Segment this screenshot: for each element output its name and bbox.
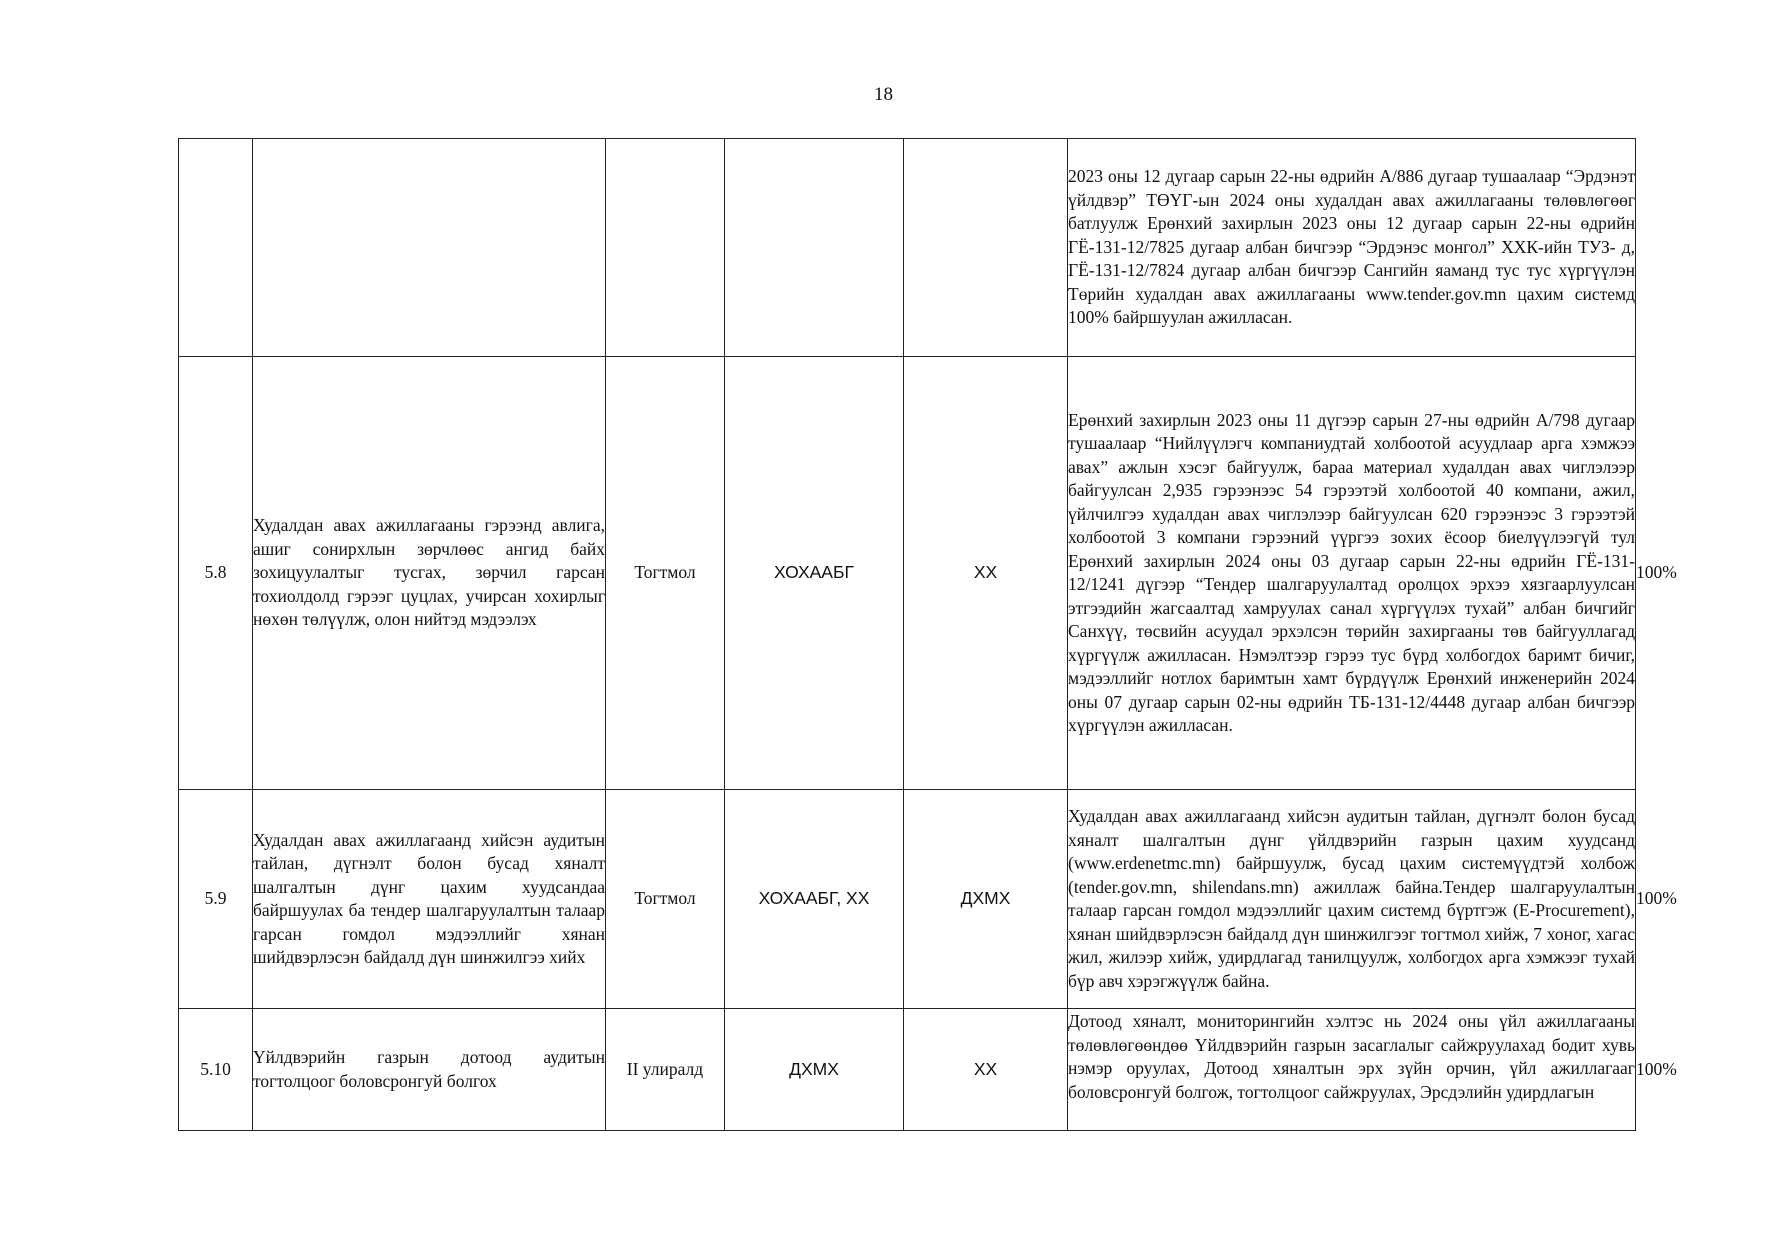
result-clip — [1068, 1010, 1635, 1129]
table-row: 5.8 Худалдан авах ажиллагааны гэрээнд авлига, ашиг сонирхлын зөрчлөөс ангид байх зохицуулалтыг тусгах, зөрчил гарсан тохиолдолд гэрээг цуцлах, учирсан хохирлыг нөхөн төлүүлж, олон нийтэд мэдээлэх Тогтмол ХОХААБГ ХХ Ерөнхий захирлын 2023 оны 11 дүгээр сарын 27-ны өдрийн А/798 дугаар тушаалаар “Нийлүүлэгч компаниудтай холбоотой асуудлаар арга хэмжээ авах” ажлын хэсэг байгуулж, бараа материал худалдан авах чиглэлээр байгуулсан 2,935 гэрээнээс 54 гэрээтэй холбоотой 40 компани, ажил, үйлчилгээ худалдан авах чиглэлээр байгуулсан 620 гэрээнээс 3 гэрээтэй холбоотой 3 компани гэрээний үүргээ зохих ёсоор биелүүлээгүй тул Ерөнхий захирлын 2024 оны 03 дугаар сарын 22-ны өдрийн ГЁ-131-12/1241 дүгээр “Тендер шалгаруулалтад оролцох эрхээ хязгаарлуулсан этгээдийн жагсаалтад хамруулах санал хүргүүлэх тухай” албан бичгийг Санхүү, төсвийн асуудал эрхэлсэн төрийн захиргааны төв байгууллагад хүргүүлж ажилласан. Нэмэлтээр гэрээ тус бүрд холбогдох баримт бичиг, мэдээллийг нотлох баримтын хамт бүрдүүлж Ерөнхий инженерийн 2024 оны 07 дугаар сарын 02-ны өдрийн ТБ-131-12/4448 дугаар албан бичгээр хүргүүлэн ажилласан. 100% — [179, 357, 1636, 790]
result-text: Худалдан авах ажиллагаанд хийсэн аудитын тайлан, дүгнэлт болон бусад хяналт шалгалтын дүнг үйлдвэрийн газрын цахим хуудсанд (www.erdenetmc.mn) байршуулж, бусад цахим системүүдтэй холбож (tender.gov.mn, shilendans.mn) ажиллаж байна.Тендер шалгаруулалтын талаар гарсан гомдол мэдээллийг цахим системд бүртгэж (E-Procurement), хянан шийдвэрлэсэн байдалд дүн шинжилгээг тогтмол хийж, 7 хоног, хагас жил, жилээр хийж, удирдлагад танилцуулж, холбогдох арга хэмжээг тухай бүр авч хэрэгжүүлж байна. — [1068, 806, 1635, 991]
result-cell — [1068, 1009, 1636, 1131]
result-cell — [1068, 139, 1636, 357]
activity-text: Үйлдвэрийн газрын дотоод аудитын тогтолцоог боловсронгуй болгох — [253, 1047, 605, 1091]
responsible-cell: ХОХААБГ — [725, 357, 904, 790]
row-number-cell — [179, 139, 253, 357]
table-row — [179, 139, 1636, 357]
result-text: Ерөнхий захирлын 2023 оны 11 дүгээр сарын 27-ны өдрийн А/798 дугаар тушаалаар “Нийлүүлэгч компаниудтай холбоотой асуудлаар арга хэмжээ авах” ажлын хэсэг байгуулж, бараа материал худалдан авах чиглэлээр байгуулсан 2,935 гэрээнээс 54 гэрээтэй холбоотой 40 компани, ажил, үйлчилгээ худалдан авах чиглэлээр байгуулсан 620 гэрээнээс 3 гэрээтэй холбоотой 3 компани гэрээний үүргээ зохих ёсоор биелүүлээгүй тул Ерөнхий захирлын 2024 оны 03 дугаар сарын 22-ны өдрийн ГЁ-131-12/1241 дүгээр “Тендер шалгаруулалтад оролцох эрхээ хязгаарлуулсан этгээдийн жагсаалтад хамруулах санал хүргүүлэх тухай” албан бичгийг Санхүү, төсвийн асуудал эрхэлсэн төрийн захиргааны төв байгууллагад хүргүүлж ажилласан. Нэмэлтээр гэрээ тус бүрд холбогдох баримт бичиг, мэдээллийг нотлох баримтын хамт бүрдүүлж Ерөнхий инженерийн 2024 оны 07 дугаар сарын 02-ны өдрийн ТБ-131-12/4448 дугаар албан бичгээр хүргүүлэн ажилласан. — [1068, 409, 1635, 735]
timeframe-cell: Тогтмол — [606, 357, 725, 790]
row-number-cell: 5.9 — [179, 790, 253, 1009]
responsible-cell: ДХМХ — [725, 1009, 904, 1131]
activity-cell — [253, 1009, 606, 1131]
table-row: 5.10 Үйлдвэрийн газрын дотоод аудитын тогтолцоог боловсронгуй болгох II улиралд ДХМХ ХХ Дотоод хяналт, мониторингийн хэлтэс нь 2024 оны үйл ажиллагааны төлөвлөгөөндөө Үйлдвэрийн газрын засаглалыг сайжруулахад бодит хувь нэмэр оруулах, Дотоод хяналтын эрх зүйн орчин, үйл ажиллагааг боловсронгуй болгож, тогтолцоог сайжруулах, Эрсдэлийн удирдлагын 100% — [179, 1009, 1636, 1131]
table-row: 5.9 Худалдан авах ажиллагаанд хийсэн аудитын тайлан, дүгнэлт болон бусад хяналт шалгалтын дүнг цахим хуудсандаа байршуулах ба тендер шалгаруулалтын талаар гарсан гомдол мэдээллийг хянан шийдвэрлэсэн байдалд дүн шинжилгээ хийх Тогтмол ХОХААБГ, ХХ ДХМХ Худалдан авах ажиллагаанд хийсэн аудитын тайлан, дүгнэлт болон бусад хяналт шалгалтын дүнг үйлдвэрийн газрын цахим хуудсанд (www.erdenetmc.mn) байршуулж, бусад цахим системүүдтэй холбож (tender.gov.mn, shilendans.mn) ажиллаж байна.Тендер шалгаруулалтын талаар гарсан гомдол мэдээллийг цахим системд бүртгэж (E-Procurement), хянан шийдвэрлэсэн байдалд дүн шинжилгээг тогтмол хийж, 7 хоног, хагас жил, жилээр хийж, удирдлагад танилцуулж, холбогдох арга хэмжээг тухай бүр авч хэрэгжүүлж байна. 100% — [179, 790, 1636, 1009]
row-number-cell: 5.10 — [179, 1009, 253, 1131]
activity-cell — [253, 790, 606, 1009]
responsible-cell: ХОХААБГ, ХХ — [725, 790, 904, 1009]
result-text: Дотоод хяналт, мониторингийн хэлтэс нь 2024 оны үйл ажиллагааны төлөвлөгөөндөө Үйлдвэрийн газрын засаглалыг сайжруулахад бодит хувь нэмэр оруулах, Дотоод хяналтын эрх зүйн орчин, үйл ажиллагааг боловсронгуй болгож, тогтолцоог сайжруулах, Эрсдэлийн удирдлагын — [1068, 1011, 1635, 1102]
action-plan-table — [178, 138, 1677, 1131]
row-number-cell: 5.8 — [179, 357, 253, 790]
page-number: 18 — [874, 84, 893, 105]
participants-cell: ХХ — [904, 1009, 1068, 1131]
activity-cell — [253, 357, 606, 790]
activity-text: Худалдан авах ажиллагаанд хийсэн аудитын тайлан, дүгнэлт болон бусад хяналт шалгалтын дүнг цахим хуудсандаа байршуулах ба тендер шалгаруулалтын талаар гарсан гомдол мэдээллийг хянан шийдвэрлэсэн байдалд дүн шинжилгээ хийх — [253, 829, 605, 967]
activity-cell — [253, 139, 606, 357]
participants-cell — [904, 139, 1068, 357]
responsible-cell — [725, 139, 904, 357]
activity-text: Худалдан авах ажиллагааны гэрээнд авлига, ашиг сонирхлын зөрчлөөс ангид байх зохицуулалтыг тусгах, зөрчил гарсан тохиолдолд гэрээг цуцлах, учирсан хохирлыг нөхөн төлүүлж, олон нийтэд мэдээлэх — [253, 515, 605, 630]
result-cell — [1068, 790, 1636, 1009]
timeframe-cell: Тогтмол — [606, 790, 725, 1009]
timeframe-cell: II улиралд — [606, 1009, 725, 1131]
timeframe-cell — [606, 139, 725, 357]
result-cell — [1068, 357, 1636, 790]
result-text: 2023 оны 12 дугаар сарын 22-ны өдрийн А/886 дугаар тушаалаар “Эрдэнэт үйлдвэр” ТӨҮГ-ын 2024 оны худалдан авах ажиллагааны төлөвлөгөөг батлуулж Ерөнхий захирлын 2023 оны 12 дугаар сарын 22-ны өдрийн ГЁ-131-12/7825 дугаар албан бичгээр “Эрдэнэс монгол” ХХК-ийн ТУЗ- д, ГЁ-131-12/7824 дугаар албан бичгээр Сангийн яаманд тус тус хүргүүлэн Төрийн худалдан авах ажиллагааны www.tender.gov.mn цахим системд 100% байршуулан ажилласан. — [1068, 166, 1635, 328]
participants-cell: ХХ — [904, 357, 1068, 790]
participants-cell: ДХМХ — [904, 790, 1068, 1009]
